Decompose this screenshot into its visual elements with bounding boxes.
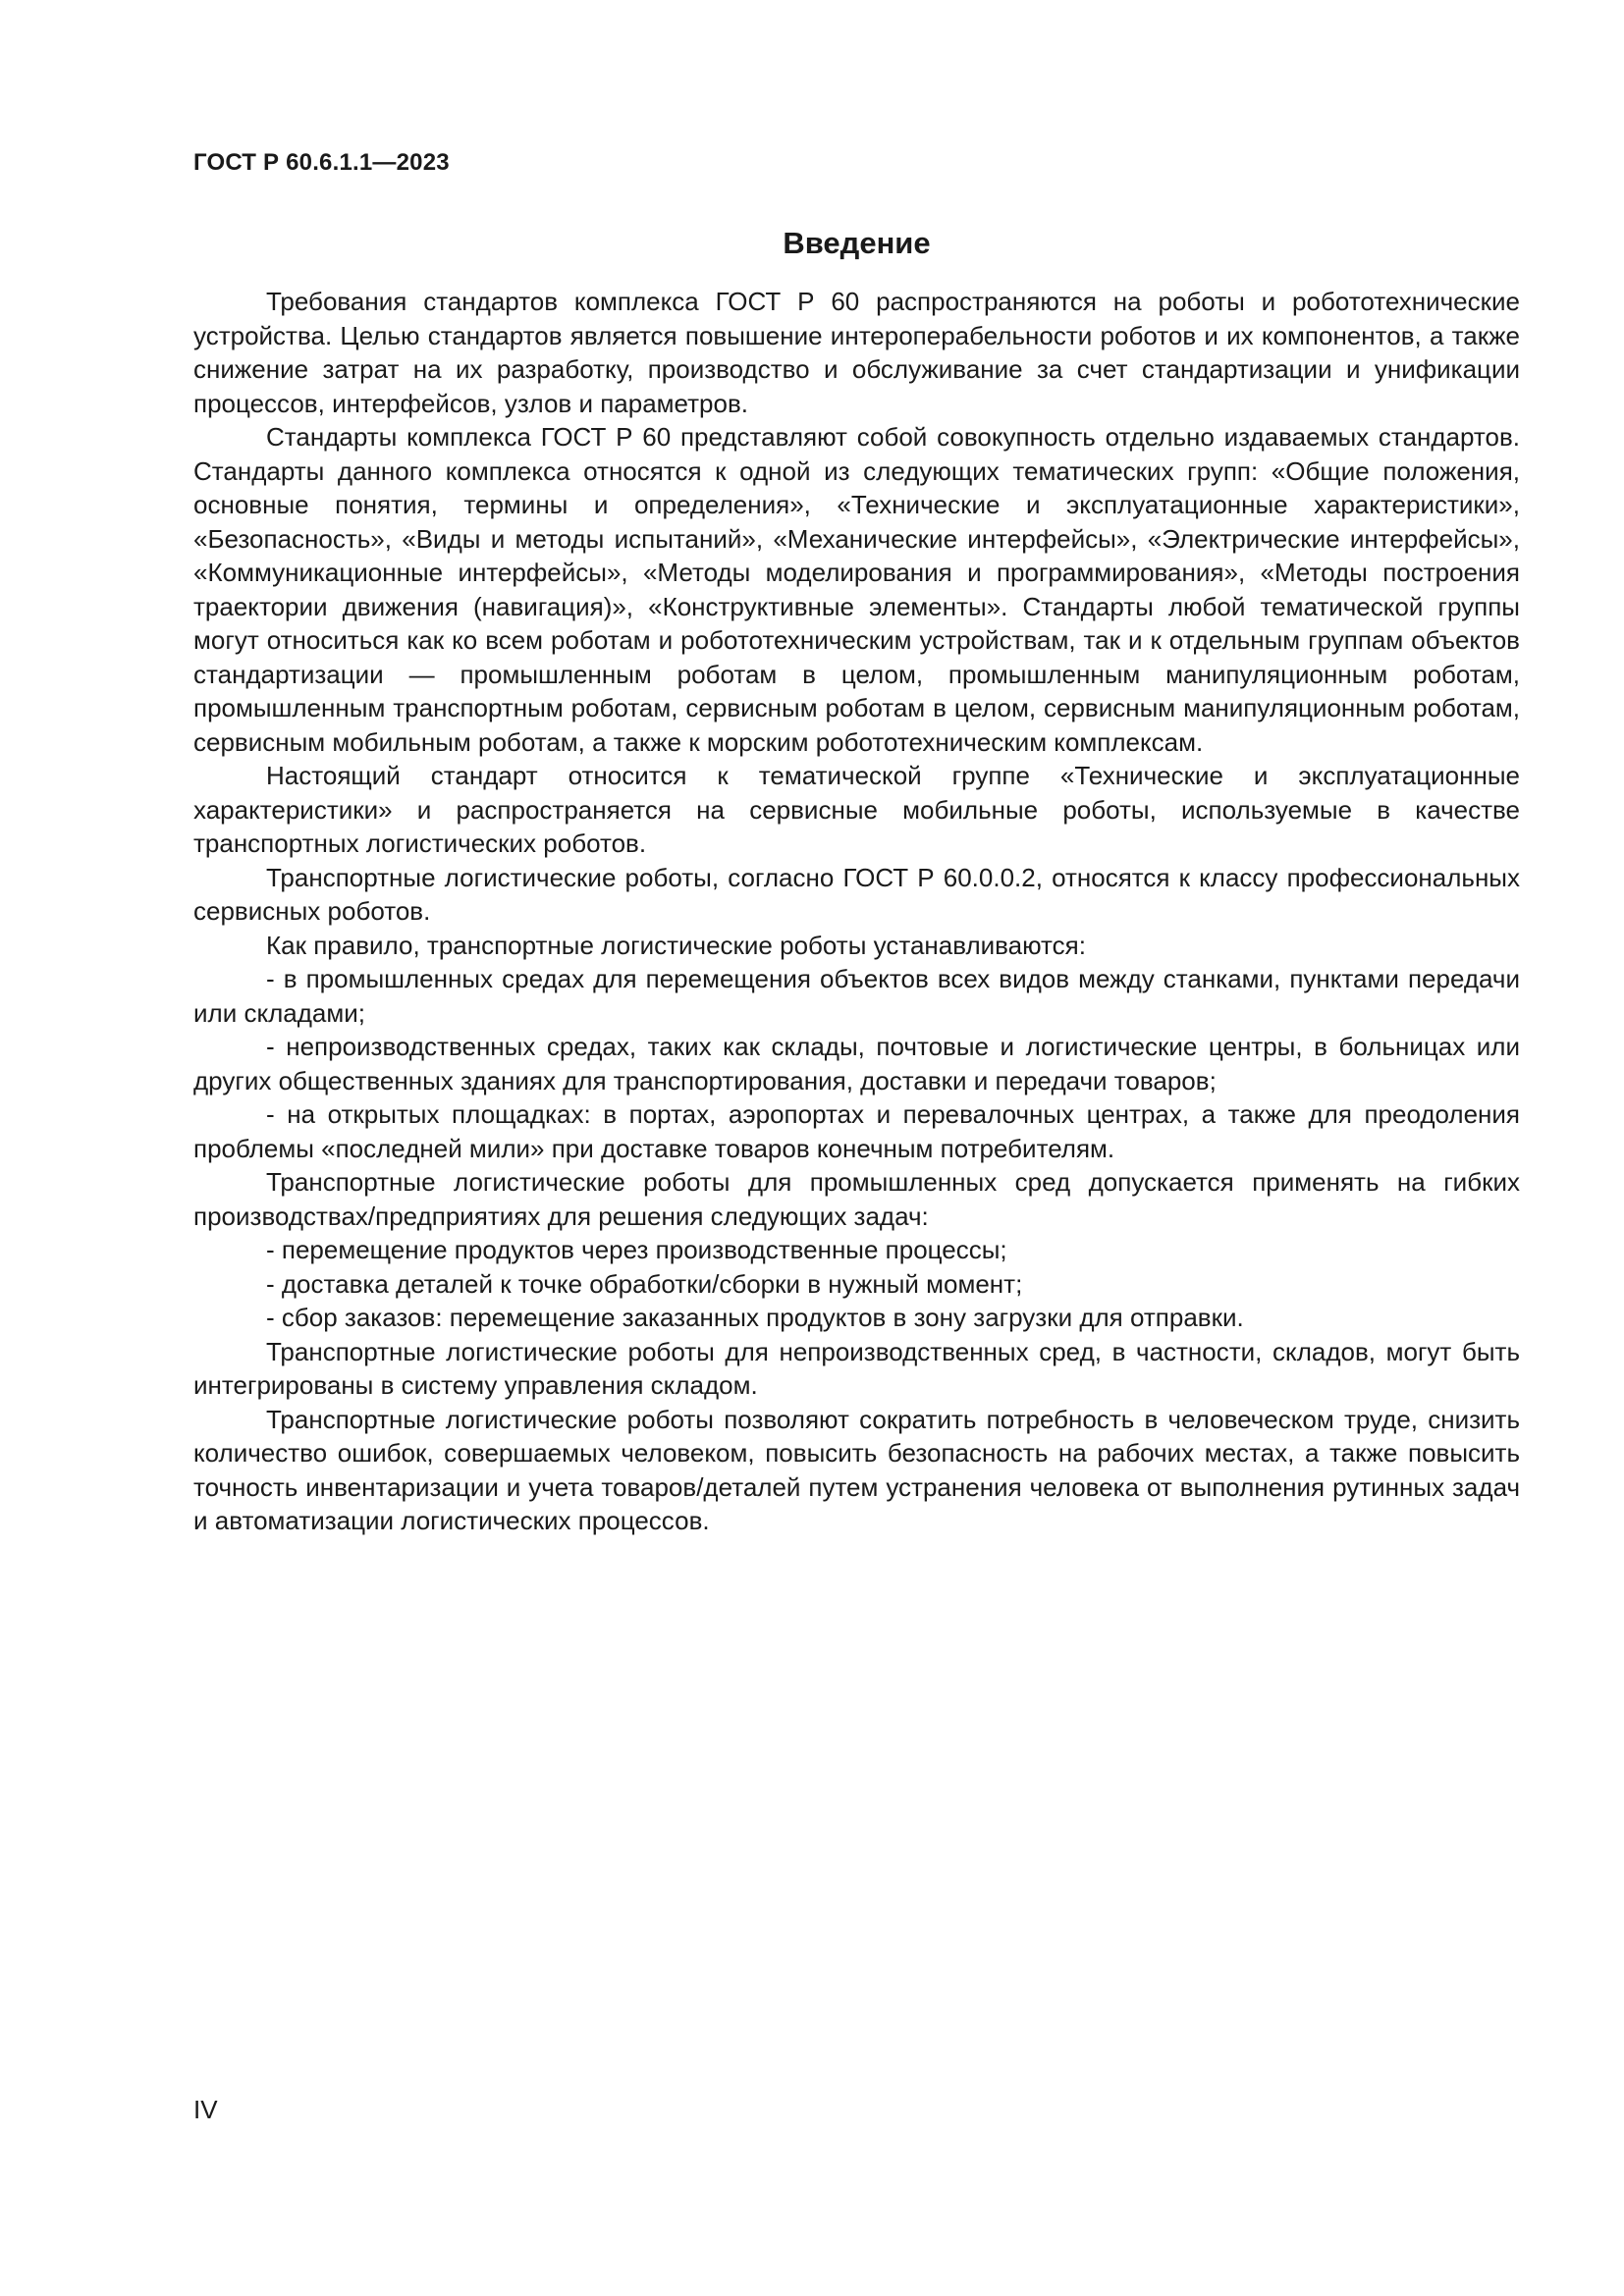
list-item: - на открытых площадках: в портах, аэропортах и перевалочных центрах, а также для преодоления проблемы «последней мили» при доставке товаров конечным потребителям.: [193, 1099, 1520, 1163]
paragraph: Настоящий стандарт относится к тематической группе «Технические и эксплуатационные характеристики» и распространяется на сервисные мобильные роботы, используемые в качестве транспортных логистических роботов.: [193, 761, 1520, 858]
paragraph: Транспортные логистические роботы, согласно ГОСТ Р 60.0.0.2, относятся к классу профессиональных сервисных роботов.: [193, 862, 1520, 926]
list-item: - сбор заказов: перемещение заказанных продуктов в зону загрузки для отправки.: [266, 1303, 1244, 1332]
paragraph: Транспортные логистические роботы позволяют сократить потребность в человеческом труде, снизить количество ошибок, совершаемых человеком, повысить безопасность на рабочих местах, а также повысить точность инвентаризации и учета товаров/деталей путем устранения человека от выполнения рутинных задач и автоматизации логистических процессов.: [193, 1404, 1520, 1535]
list-item: - перемещение продуктов через производственные процессы;: [266, 1235, 1007, 1264]
paragraph: Как правило, транспортные логистические роботы устанавливаются:: [266, 930, 1086, 960]
document-header: ГОСТ Р 60.6.1.1—2023: [193, 149, 450, 176]
paragraph: Транспортные логистические роботы для промышленных сред допускается применять на гибких производствах/предприятиях для решения следующих задач:: [193, 1167, 1520, 1231]
list-item: - непроизводственных средах, таких как склады, почтовые и логистические центры, в больницах или других общественных зданиях для транспортирования, доставки и передачи товаров;: [193, 1032, 1520, 1095]
paragraph: Требования стандартов комплекса ГОСТ Р 60 распространяются на роботы и робототехнические устройства. Целью стандартов является повышение интероперабельности роботов и их компонентов, а также снижение затрат на их разработку, производство и обслуживание за счет стандартизации и унификации процессов, интерфейсов, узлов и параметров.: [193, 287, 1520, 418]
section-title: Введение: [783, 226, 931, 260]
page-number: IV: [193, 2095, 218, 2124]
list-item: - в промышленных средах для перемещения объектов всех видов между станками, пунктами передачи или складами;: [193, 964, 1520, 1028]
document-body: [193, 285, 1520, 1538]
paragraph: Стандарты комплекса ГОСТ Р 60 представляют собой совокупность отдельно издаваемых стандартов. Стандарты данного комплекса относятся к одной из следующих тематических групп: «Общие положения, основные понятия, термины и определения», «Технические и эксплуатационные характеристики», «Безопасность», «Виды и методы испытаний», «Механические интерфейсы», «Электрические интерфейсы», «Коммуникационные интерфейсы», «Методы моделирования и программирования», «Методы построения траектории движения (навигация)», «Конструктивные элементы». Стандарты любой тематической группы могут относиться как ко всем роботам и робототехническим устройствам, так и к отдельным группам объектов стандартизации — промышленным роботам в целом, промышленным манипуляционным роботам, промышленным транспортным роботам, сервисным роботам в целом, сервисным манипуляционным роботам, сервисным мобильным роботам, а также к морским робототехническим комплексам.: [193, 422, 1520, 757]
paragraph: Транспортные логистические роботы для непроизводственных сред, в частности, складов, могут быть интегрированы в систему управления складом.: [193, 1336, 1520, 1400]
list-item: - доставка деталей к точке обработки/сборки в нужный момент;: [266, 1268, 1023, 1299]
